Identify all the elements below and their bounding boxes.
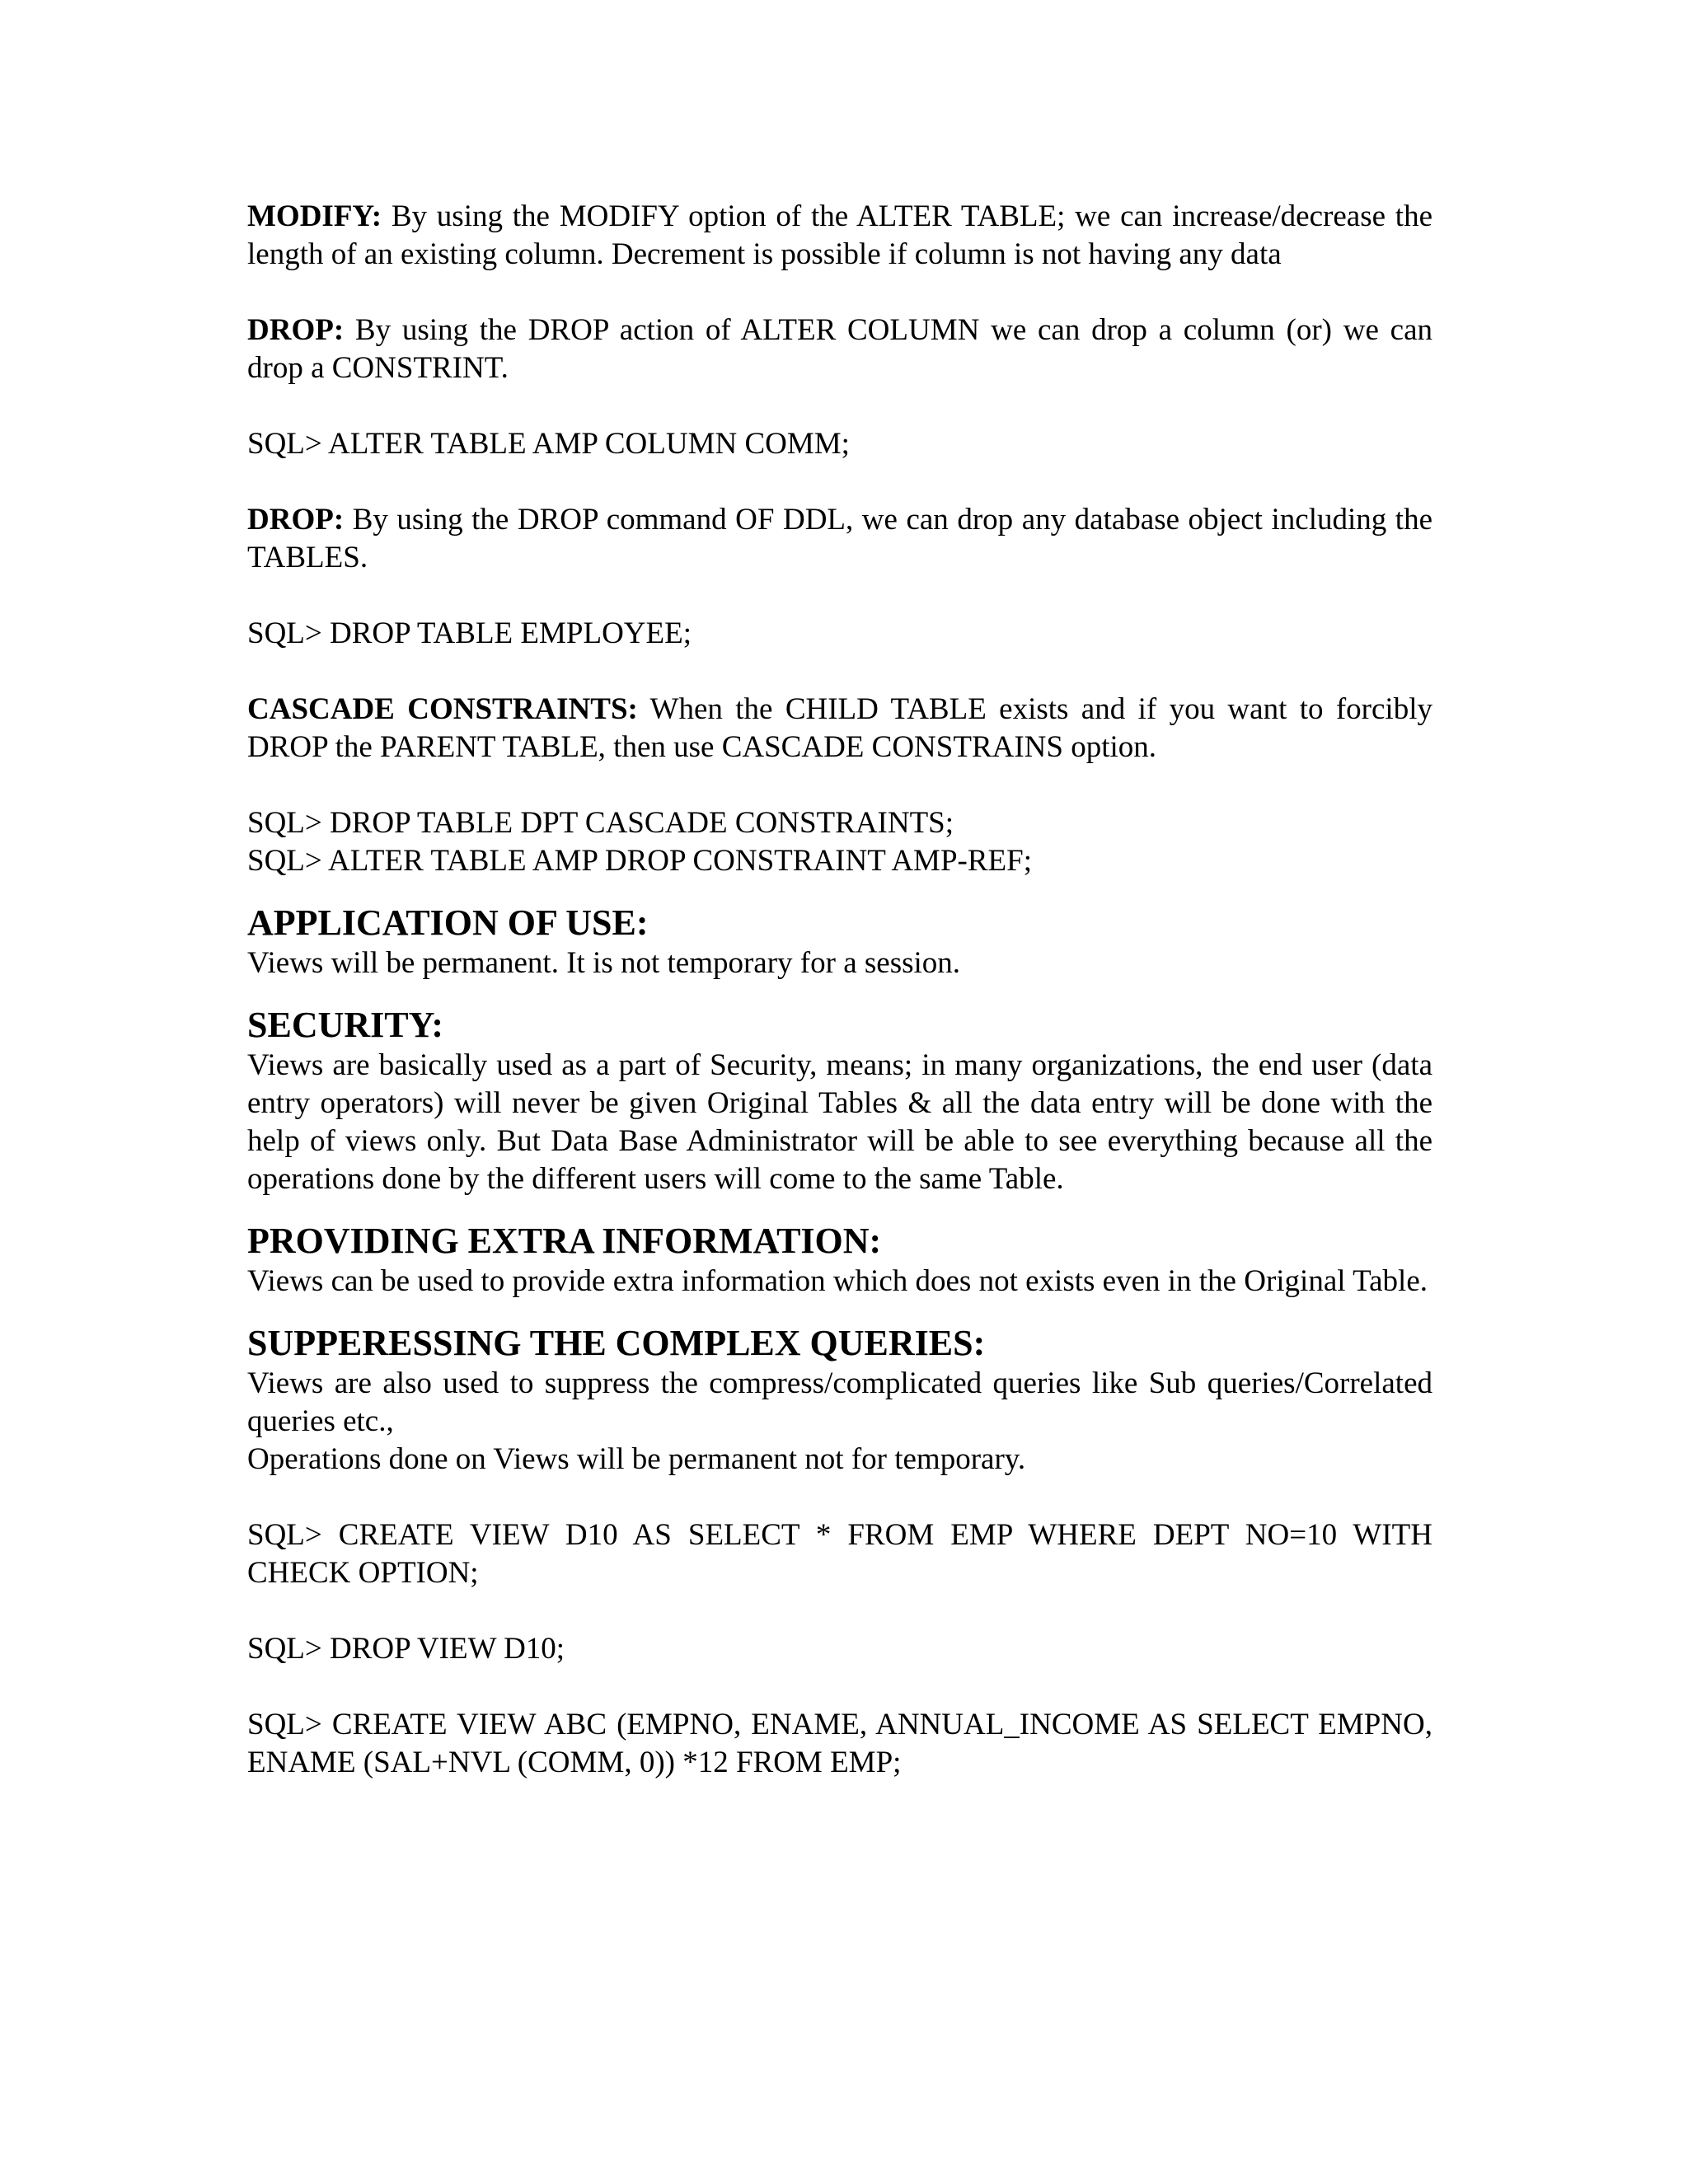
complex-queries-heading: SUPPERESSING THE COMPLEX QUERIES:: [247, 1323, 986, 1363]
cascade-label: CASCADE CONSTRAINTS:: [247, 692, 638, 726]
sql-alter-comm: SQL> ALTER TABLE AMP COLUMN COMM;: [247, 427, 850, 461]
application-heading: APPLICATION OF USE:: [247, 902, 649, 943]
complex-queries-text-2: Operations done on Views will be permanent not for temporary.: [247, 1442, 1026, 1476]
modify-paragraph: [247, 198, 1432, 274]
extra-info-heading: PROVIDING EXTRA INFORMATION:: [247, 1221, 882, 1261]
complex-queries-section: [247, 1322, 1432, 1479]
sql-drop-view-d10: SQL> DROP VIEW D10;: [247, 1632, 565, 1666]
complex-queries-text: Views are also used to suppress the compress/complicated queries like Sub queries/Correlated queries etc.,: [247, 1366, 1432, 1438]
drop-column-text: By using the DROP action of ALTER COLUMN we can drop a column (or) we can drop a CONSTRINT.: [247, 313, 1432, 385]
sql-create-view-d10: SQL> CREATE VIEW D10 AS SELECT * FROM EMP WHERE DEPT NO=10 WITH CHECK OPTION;: [247, 1518, 1432, 1590]
sql-create-view-abc: SQL> CREATE VIEW ABC (EMPNO, ENAME, ANNUAL_INCOME AS SELECT EMPNO, ENAME (SAL+NVL (COMM, 0)) *12 FROM EMP;: [247, 1708, 1432, 1779]
sql-cascade-block: [247, 804, 1432, 880]
document-page: [247, 198, 1432, 1820]
modify-label: MODIFY:: [247, 199, 382, 233]
drop-column-paragraph: [247, 312, 1432, 387]
sql-cascade-line-2: SQL> ALTER TABLE AMP DROP CONSTRAINT AMP-REF;: [247, 844, 1032, 878]
drop-ddl-paragraph: [247, 501, 1432, 577]
drop-ddl-text: By using the DROP command OF DDL, we can drop any database object including the TABLES.: [247, 503, 1432, 574]
security-heading: SECURITY:: [247, 1005, 444, 1045]
security-section: [247, 1004, 1432, 1198]
security-text: Views are basically used as a part of Security, means; in many organizations, the end user (data entry operators) will never be given Original Tables & all the data entry will be done with the help of views only. But Data Base Administrator will be able to see everything because all the operations done by the different users will come to the same Table.: [247, 1048, 1432, 1196]
drop-ddl-label: DROP:: [247, 503, 345, 537]
drop-column-label: DROP:: [247, 313, 345, 347]
application-section: [247, 902, 1432, 982]
modify-text: By using the MODIFY option of the ALTER TABLE; we can increase/decrease the length of an existing column. Decrement is possible if column is not having any data: [247, 199, 1432, 271]
sql-drop-employee: SQL> DROP TABLE EMPLOYEE;: [247, 616, 692, 650]
extra-info-text: Views can be used to provide extra information which does not exists even in the Original Table.: [247, 1264, 1428, 1298]
cascade-text: When the CHILD TABLE exists and if you want to forcibly DROP the PARENT TABLE, then use CASCADE CONSTRAINS option.: [247, 692, 1432, 764]
sql-cascade-line-1: SQL> DROP TABLE DPT CASCADE CONSTRAINTS;: [247, 806, 954, 840]
application-text: Views will be permanent. It is not temporary for a session.: [247, 946, 961, 980]
cascade-paragraph: [247, 691, 1432, 766]
extra-info-section: [247, 1220, 1432, 1301]
